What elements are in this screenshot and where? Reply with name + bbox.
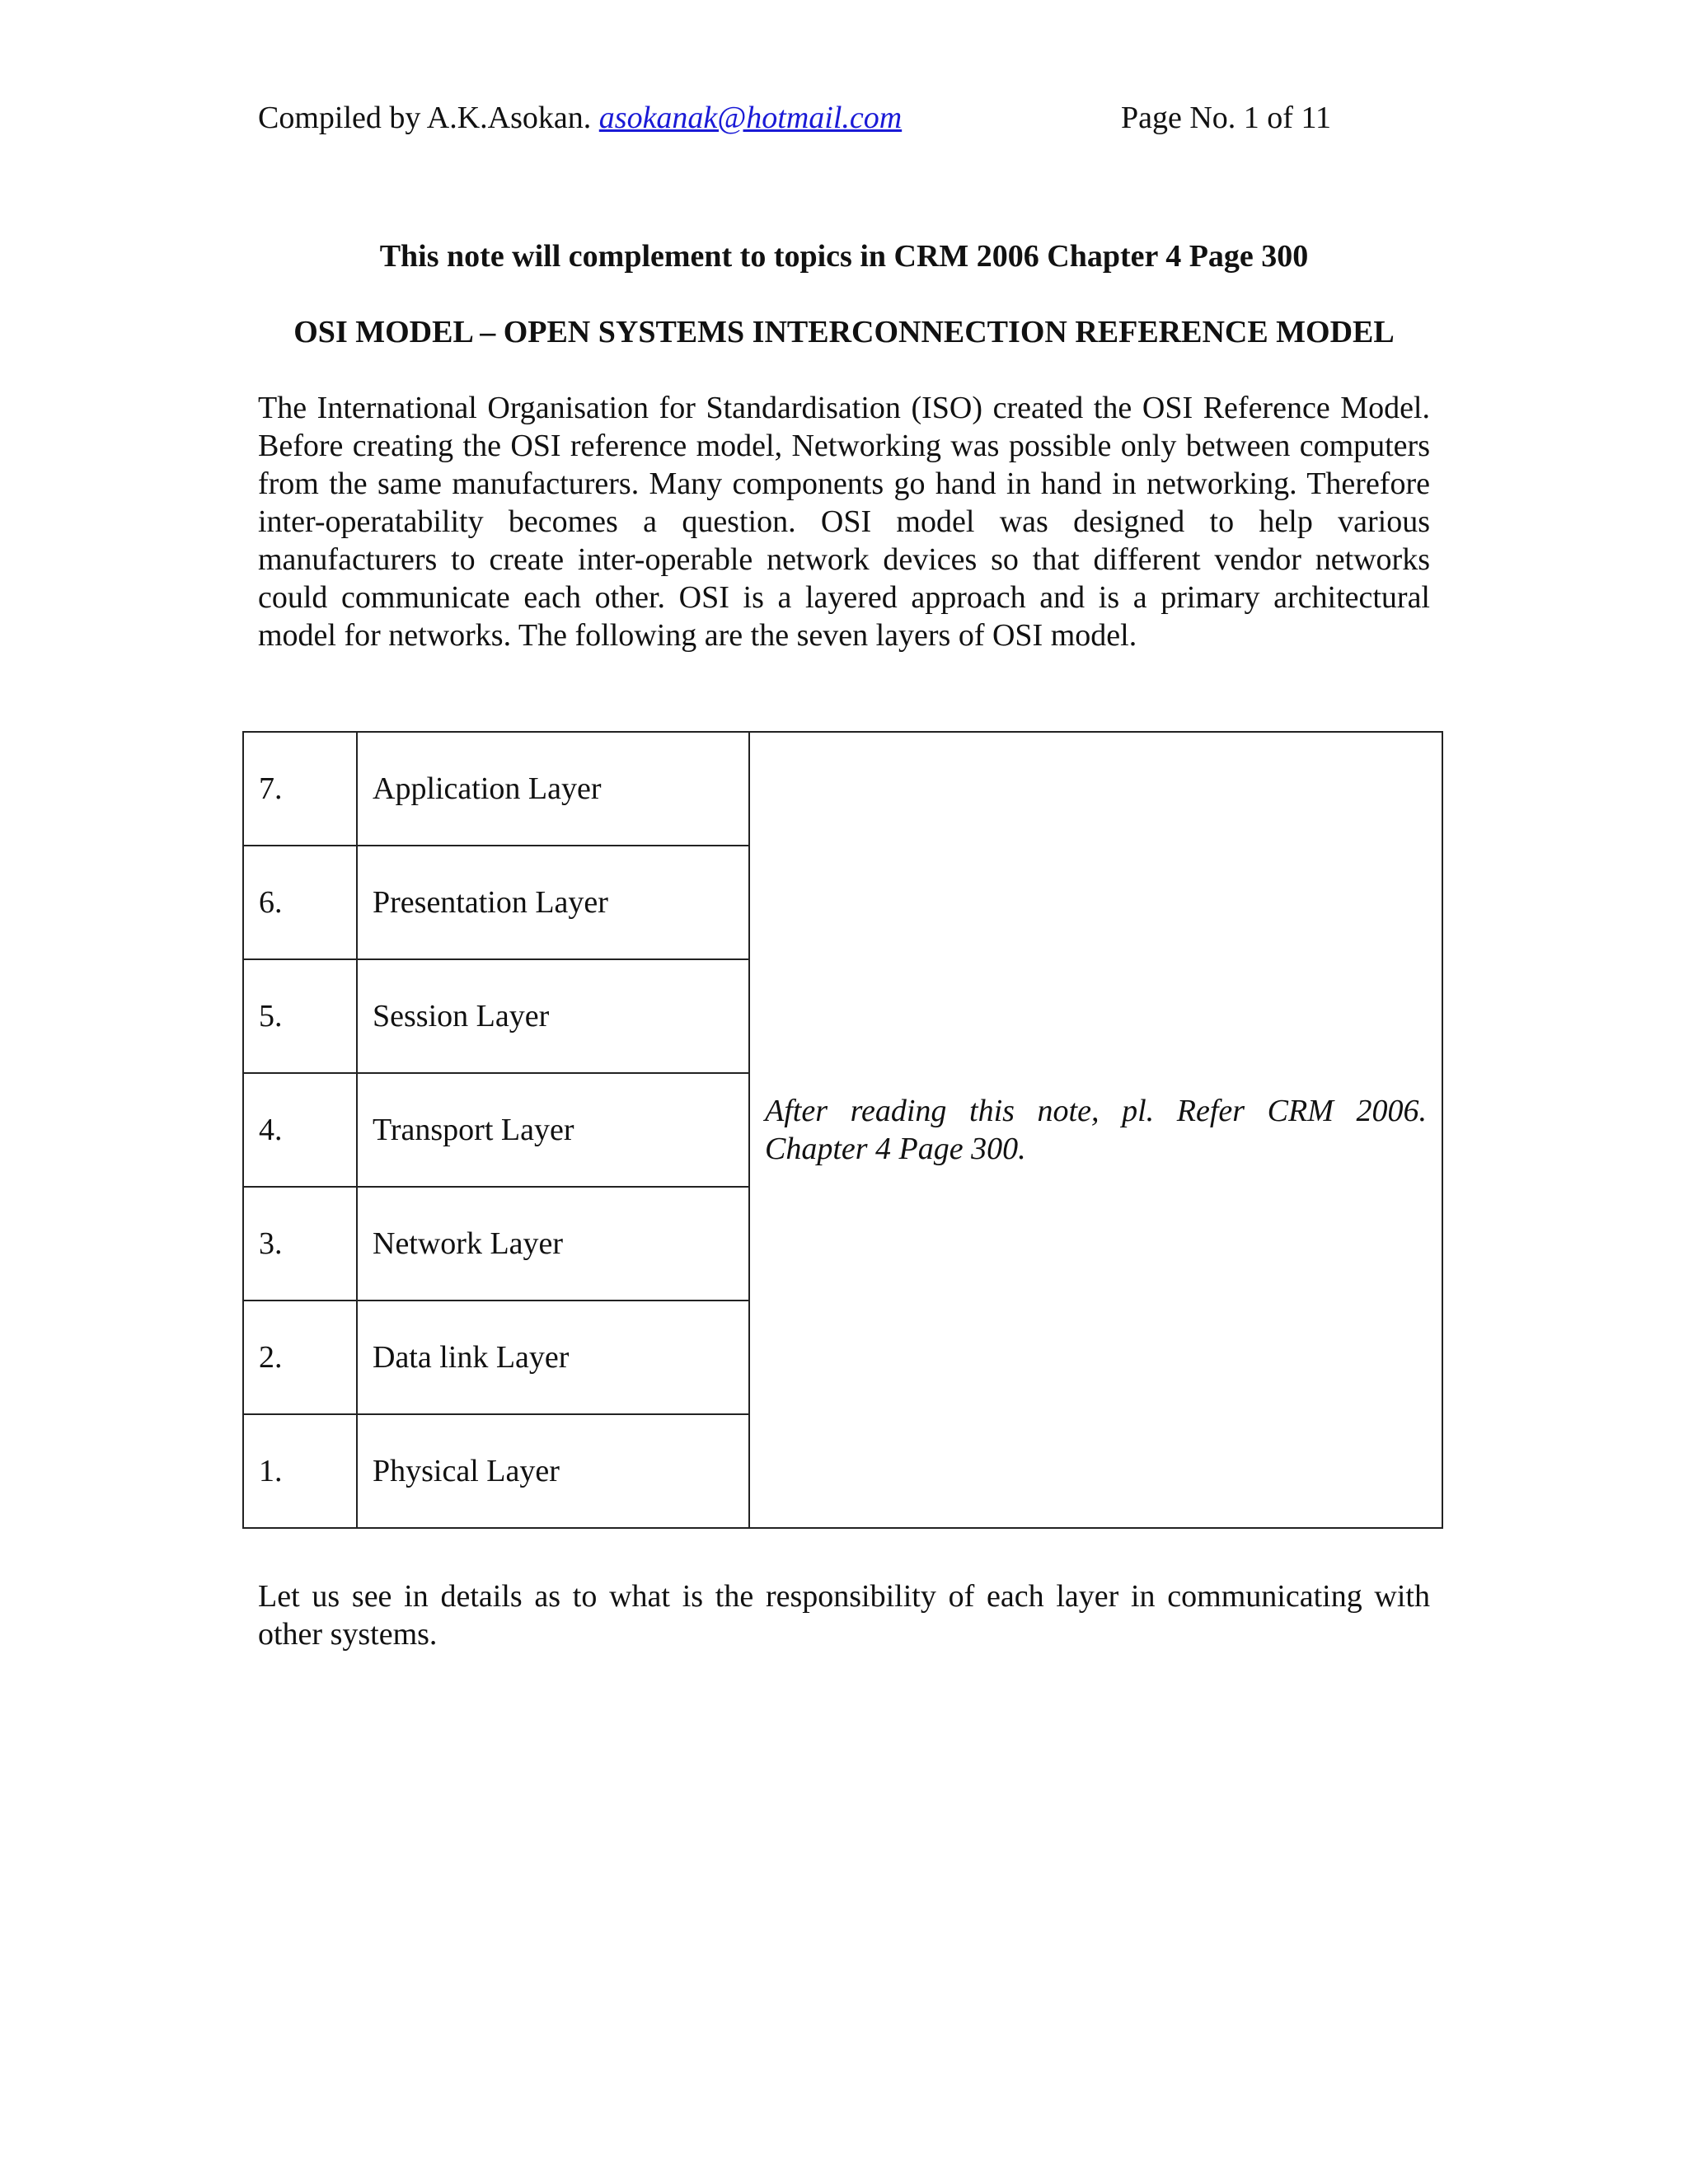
intro-paragraph: The International Organisation for Standardisation (ISO) created the OSI Reference Model. Before creating the OSI reference model, Networking was possible only between computers from the same manufacturers. Many components go hand in hand in networking. Therefore inter-operatability becomes a question. OSI model was designed to help various manufacturers to create inter-operable network devices so that different vendor networks could communicate each other. OSI is a layered approach and is a primary architectural model for networks. The following are the seven layers of OSI model. — [258, 391, 1430, 653]
layer-name: Data link Layer — [357, 1301, 749, 1414]
layer-number: 5. — [243, 959, 357, 1073]
table-row — [243, 732, 1442, 846]
layer-number: 2. — [243, 1301, 357, 1414]
layer-name: Presentation Layer — [357, 846, 749, 959]
layer-name: Application Layer — [357, 732, 749, 846]
layer-name: Network Layer — [357, 1187, 749, 1301]
layer-number: 6. — [243, 846, 357, 959]
osi-layers-table — [242, 731, 1443, 1529]
layer-name: Physical Layer — [357, 1414, 749, 1528]
email-link[interactable]: asokanak@hotmail.com — [598, 101, 903, 135]
layer-number: 4. — [243, 1073, 357, 1187]
page-number: Page No. 1 of 11 — [1121, 101, 1332, 135]
layer-number: 1. — [243, 1414, 357, 1528]
layer-number: 7. — [243, 732, 357, 846]
layer-name: Transport Layer — [357, 1073, 749, 1187]
layer-name: Session Layer — [357, 959, 749, 1073]
compiled-by-line — [258, 97, 902, 138]
page-header — [258, 97, 1430, 138]
layer-number: 3. — [243, 1187, 357, 1301]
compiled-by-text: Compiled by A.K.Asokan. — [258, 101, 592, 135]
document-subtitle: This note will complement to topics in CRM 2006 Chapter 4 Page 300 — [379, 239, 1309, 274]
outro-paragraph: Let us see in details as to what is the responsibility of each layer in communicating with other systems. — [258, 1579, 1430, 1652]
document-title: OSI MODEL – OPEN SYSTEMS INTERCONNECTION REFERENCE MODEL — [293, 315, 1395, 349]
table-note: After reading this note, pl. Refer CRM 2006. Chapter 4 Page 300. — [749, 732, 1442, 1528]
